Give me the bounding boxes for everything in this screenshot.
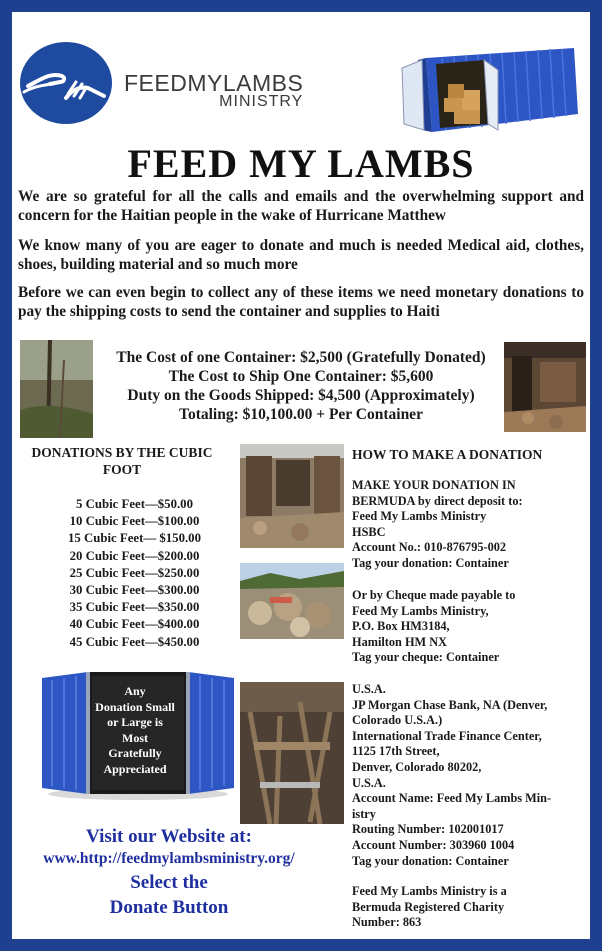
- charity-registration: [352, 884, 588, 931]
- visit-heading: Visit our Website at:: [86, 826, 252, 847]
- list-item: 20 Cubic Feet—$200.00: [69, 548, 200, 563]
- info-line: BERMUDA by direct deposit to:: [352, 493, 523, 508]
- cubic-heading-line2: FOOT: [102, 462, 142, 477]
- list-item: 25 Cubic Feet—$250.00: [69, 565, 200, 580]
- list-item: 35 Cubic Feet—$350.00: [69, 600, 200, 615]
- page-title: FEED MY LAMBS: [127, 141, 475, 186]
- photo-collapsed-house: [240, 444, 344, 548]
- flyer: [12, 12, 590, 939]
- cost-line: The Cost of one Container: $2,500 (Gratefully Donated): [116, 349, 486, 366]
- cubic-price-list: [42, 496, 227, 651]
- photo-rubble-pile: [240, 563, 344, 639]
- how-to-donate-heading: HOW TO MAKE A DONATION: [352, 447, 543, 462]
- photo-debris-left: [20, 340, 93, 438]
- info-line: HSBC: [352, 524, 386, 539]
- info-line: Denver, Colorado 80202,: [352, 759, 482, 774]
- donation-appeal: [90, 684, 180, 777]
- intro-paragraph-2: We know many of you are eager to donate and much is needed Medical aid, clothes, shoes, building material and so much more: [18, 237, 584, 273]
- cheque-info: [352, 588, 588, 666]
- brand-wordmark: [124, 70, 303, 111]
- appeal-line: Appreciated: [103, 761, 167, 776]
- info-line: Feed My Lambs Ministry,: [352, 603, 489, 618]
- cubic-heading-line1: DONATIONS BY THE CUBIC: [31, 445, 213, 460]
- info-line: Feed My Lambs Ministry: [352, 509, 487, 524]
- bermuda-deposit-info: [352, 478, 588, 572]
- info-line: Tag your cheque: Container: [352, 650, 500, 665]
- info-line: Account Name: Feed My Lambs Min-: [352, 791, 552, 806]
- usa-bank-info: [352, 682, 588, 869]
- info-line: Or by Cheque made payable to: [352, 588, 516, 602]
- cost-line: The Cost to Ship One Container: $5,600: [168, 368, 434, 385]
- website-link[interactable]: www.http://feedmylambsministry.org/: [43, 850, 295, 867]
- photo-broken-timber: [240, 682, 344, 824]
- info-line: Tag your donation: Container: [352, 555, 509, 570]
- list-item: 30 Cubic Feet—$300.00: [69, 583, 200, 598]
- list-item: 40 Cubic Feet—$400.00: [69, 617, 200, 632]
- appeal-line: or Large is: [107, 715, 163, 729]
- info-line: Bermuda Registered Charity: [352, 899, 505, 914]
- appeal-line: Most: [122, 730, 148, 745]
- info-line: P.O. Box HM3184,: [352, 619, 450, 634]
- list-item: 10 Cubic Feet—$100.00: [69, 514, 200, 529]
- info-line: MAKE YOUR DONATION IN: [352, 478, 516, 492]
- intro-paragraph-1: We are so grateful for all the calls and emails and the overwhelming support and concern for the Haitian people in the wake of Hurricane Matthew: [18, 188, 584, 224]
- appeal-line: Any: [124, 684, 146, 698]
- intro-paragraph-3: Before we can even begin to collect any of these items we need monetary donations to pay the shipping costs to send the container and supplies to Haiti: [18, 284, 584, 320]
- info-line: Tag your donation: Container: [352, 853, 509, 868]
- info-line: JP Morgan Chase Bank, NA (Denver,: [352, 697, 548, 712]
- info-line: U.S.A.: [352, 775, 386, 790]
- select-text: Select the: [130, 872, 208, 893]
- info-line: Account Number: 303960 1004: [352, 837, 515, 852]
- info-line: Number: 863: [352, 915, 422, 930]
- info-line: International Trade Finance Center,: [352, 728, 542, 743]
- cost-line: Duty on the Goods Shipped: $4,500 (Approximately): [127, 387, 475, 404]
- info-line: Hamilton HM NX: [352, 634, 447, 649]
- shipping-container-image: [398, 44, 584, 136]
- photo-damaged-house-right: [504, 342, 586, 432]
- list-item: 5 Cubic Feet—$50.00: [76, 497, 193, 511]
- cost-total: Totaling: $10,100.00 + Per Container: [179, 406, 423, 423]
- info-line: istry: [352, 806, 376, 821]
- brand-line2: MINISTRY: [219, 93, 304, 110]
- list-item: 45 Cubic Feet—$450.00: [69, 634, 200, 649]
- appeal-line: Gratefully: [108, 746, 162, 760]
- info-line: 1125 17th Street,: [352, 744, 440, 759]
- brand-line1: FEEDMYLAMBS: [124, 70, 304, 96]
- logo-hands-icon: [20, 42, 112, 124]
- list-item: 15 Cubic Feet— $150.00: [68, 531, 201, 546]
- info-line: Feed My Lambs Ministry is a: [352, 884, 507, 898]
- donate-button-text: Donate Button: [109, 897, 229, 918]
- cubic-heading: [22, 444, 222, 478]
- cost-summary: [92, 348, 510, 424]
- appeal-line: Donation Small: [95, 699, 175, 714]
- info-line: Colorado U.S.A.): [352, 713, 443, 728]
- info-line: Routing Number: 102001017: [352, 822, 504, 837]
- info-line: Account No.: 010-876795-002: [352, 540, 507, 555]
- info-line: U.S.A.: [352, 682, 386, 696]
- website-callout: [16, 826, 322, 920]
